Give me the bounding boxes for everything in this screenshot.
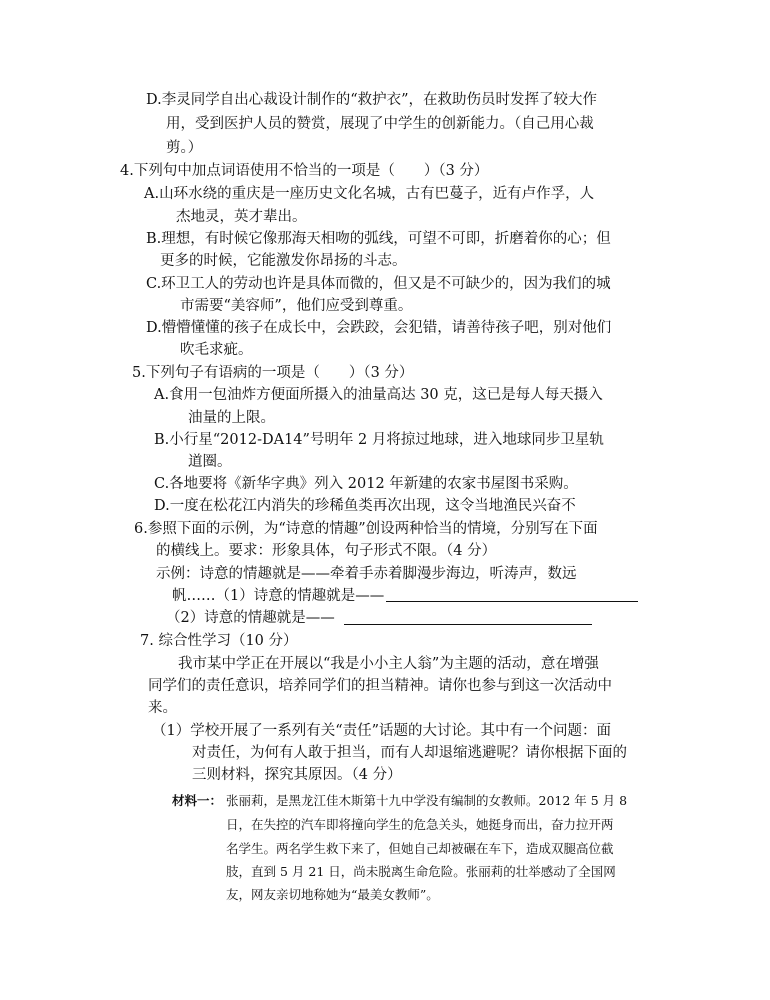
q5-option-c: C.各地要将《新华字典》列入 2012 年新建的农家书屋图书采购。 [154,476,578,492]
answer-blank-2[interactable] [344,624,592,625]
q5-option-a-line-2: 油量的上限。 [188,410,275,426]
q5-option-b-line-2: 道圈。 [188,454,232,470]
material-1-line-4: 肢，直到 5 月 21 日，尚未脱离生命危险。张丽莉的壮举感动了全国网 [226,864,616,879]
q7-sub1-line-1: （1）学校开展了一系列有关“责任”话题的大讨论。其中有一个问题：面 [152,723,612,739]
option-d-line-2: 用，受到医护人员的赞赏，展现了中学生的创新能力。（自己用心裁 [166,116,594,132]
material-1-line-5: 友，网友亲切地称她为“最美女教师”。 [226,887,439,902]
option-d-line-3: 剪。） [166,140,203,156]
question-6-part-2: （2）诗意的情趣就是—— [166,610,335,626]
q4-option-d-line-1: D.懵懵懂懂的孩子在成长中，会跌跤，会犯错，请善待孩子吧，别对他们 [146,320,612,336]
q4-option-a-line-1: A.山环水绕的重庆是一座历史文化名城，古有巴蔓子，近有卢作孚，人 [144,186,595,202]
material-1-line-2: 日，在失控的汽车即将撞向学生的危急关头，她挺身而出，奋力拉开两 [226,817,614,832]
q5-option-d: D.一度在松花江内消失的珍稀鱼类再次出现，这令当地渔民兴奋不 [154,498,576,514]
option-d-line-1: D.李灵同学自出心裁设计制作的“救护衣”，在救助伤员时发挥了较大作 [146,92,598,108]
question-4-stem: 4.下列句中加点词语使用不恰当的一项是（ ）（3 分） [120,163,489,179]
q7-sub1-line-2: 对责任，为何有人敢于担当，而有人却退缩逃避呢？请你根据下面的 [192,745,627,761]
q7-sub1-line-3: 三则材料，探究其原因。（4 分） [192,767,402,783]
q7-intro-line-3: 来。 [148,700,177,716]
q7-intro-line-2: 同学们的责任意识，培养同学们的担当精神。请你也参与到这一次活动中 [148,678,612,694]
question-6-line-2: 的横线上。要求：形象具体，句子形式不限。（4 分） [156,543,497,559]
question-5-stem: 5.下列句子有语病的一项是（ ）（3 分） [132,365,414,381]
question-7-title: 7. 综合性学习（10 分） [140,633,298,649]
q5-option-a-line-1: A.食用一包油炸方便面所摄入的油量高达 30 克，这已是每人每天摄入 [154,387,603,403]
q4-option-b-line-2: 更多的时候，它能激发你昂扬的斗志。 [160,253,407,269]
answer-blank-1[interactable] [386,601,638,602]
question-6-example-line-2: 帆……（1）诗意的情趣就是—— [172,588,385,604]
material-1-line-3: 名学生。两名学生救下来了，但她自己却被碾在车下，造成双腿高位截 [226,841,614,856]
q4-option-c-line-2: 市需要“美容师”，他们应受到尊重。 [180,298,413,314]
q4-option-a-line-2: 杰地灵，英才辈出。 [176,209,307,225]
q7-intro-line-1: 我市某中学正在开展以“我是小小主人翁”为主题的活动，意在增强 [178,656,599,672]
q4-option-c-line-1: C.环卫工人的劳动也许是具体而微的，但又是不可缺少的，因为我们的城 [146,276,611,292]
q5-option-b-line-1: B.小行星“2012-DA14”号明年 2 月将掠过地球，进入地球同步卫星轨 [154,432,604,448]
question-6-line-1: 6.参照下面的示例，为“诗意的情趣”创设两种恰当的情境，分别写在下面 [134,521,598,537]
material-1-line-1: 张丽莉，是黑龙江佳木斯第十九中学没有编制的女教师。2012 年 5 月 8 [226,793,628,808]
q4-option-d-line-2: 吹毛求疵。 [180,342,253,358]
question-6-example-line-1: 示例：诗意的情趣就是——牵着手赤着脚漫步海边，听涛声，数远 [156,566,577,582]
material-1-label: 材料一： [172,793,223,808]
q4-option-b-line-1: B.理想，有时候它像那海天相吻的弧线，可望不可即，折磨着你的心；但 [146,231,611,247]
